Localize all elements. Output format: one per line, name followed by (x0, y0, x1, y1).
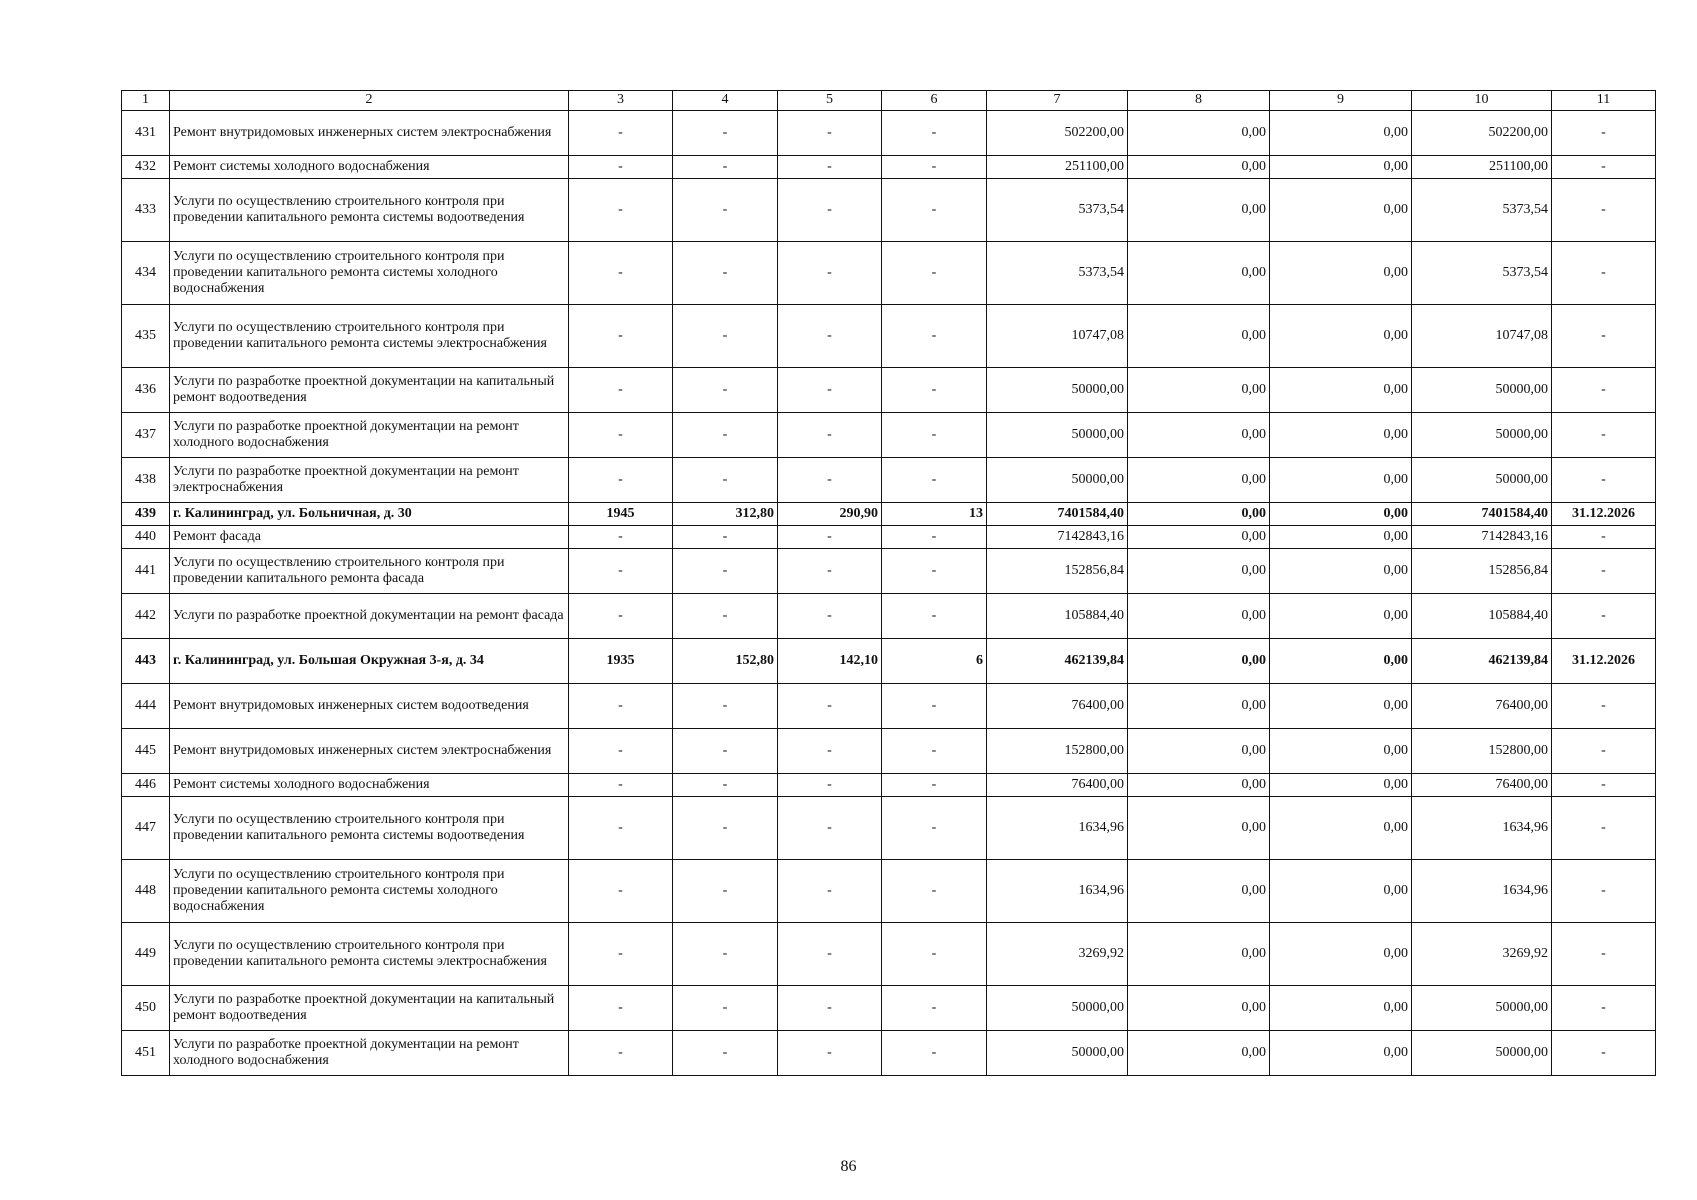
work-name-cell: Услуги по разработке проектной документации на капитальный ремонт водоотведения (170, 368, 569, 413)
table-row (122, 526, 1656, 549)
deadline-cell: - (1552, 526, 1656, 549)
header-cell: 11 (1552, 91, 1656, 111)
work-name-cell: Услуги по осуществлению строительного контроля при проведении капитального ремонта системы электроснабжения (170, 305, 569, 368)
residents-cell: - (882, 729, 987, 774)
row-number-cell: 441 (122, 549, 170, 594)
budget-cost-cell: 0,00 (1270, 639, 1412, 684)
area-living-cell: - (778, 986, 882, 1031)
area-total-cell: - (673, 594, 778, 639)
area-living-cell: - (778, 684, 882, 729)
table-row (122, 860, 1656, 923)
table-row (122, 986, 1656, 1031)
total-cost-cell: 152856,84 (987, 549, 1128, 594)
total-cost-cell: 7401584,40 (987, 503, 1128, 526)
budget-cost-cell: 0,00 (1270, 860, 1412, 923)
row-number-cell: 439 (122, 503, 170, 526)
residents-cell: - (882, 156, 987, 179)
row-number-cell: 446 (122, 774, 170, 797)
owner-cost-cell: 3269,92 (1412, 923, 1552, 986)
area-living-cell: - (778, 179, 882, 242)
budget-cost-cell: 0,00 (1270, 503, 1412, 526)
fund-cost-cell: 0,00 (1128, 242, 1270, 305)
year-cell: - (569, 413, 673, 458)
page-number: 86 (840, 1158, 857, 1175)
work-name-cell: Услуги по осуществлению строительного контроля при проведении капитального ремонта системы водоотведения (170, 797, 569, 860)
header-cell: 6 (882, 91, 987, 111)
year-cell: - (569, 797, 673, 860)
capital-repair-table (121, 90, 1656, 1076)
residents-cell: - (882, 526, 987, 549)
total-cost-cell: 1634,96 (987, 860, 1128, 923)
deadline-cell: - (1552, 305, 1656, 368)
row-number-cell: 447 (122, 797, 170, 860)
deadline-cell: - (1552, 242, 1656, 305)
area-living-cell: - (778, 413, 882, 458)
deadline-cell: - (1552, 986, 1656, 1031)
area-living-cell: - (778, 156, 882, 179)
deadline-cell: - (1552, 797, 1656, 860)
year-cell: - (569, 368, 673, 413)
work-name-cell: Ремонт внутридомовых инженерных систем водоотведения (170, 684, 569, 729)
owner-cost-cell: 10747,08 (1412, 305, 1552, 368)
work-name-cell: Услуги по разработке проектной документации на ремонт холодного водоснабжения (170, 1031, 569, 1076)
row-number-cell: 436 (122, 368, 170, 413)
owner-cost-cell: 7142843,16 (1412, 526, 1552, 549)
deadline-cell: 31.12.2026 (1552, 639, 1656, 684)
area-living-cell: - (778, 111, 882, 156)
row-number-cell: 444 (122, 684, 170, 729)
fund-cost-cell: 0,00 (1128, 305, 1270, 368)
owner-cost-cell: 251100,00 (1412, 156, 1552, 179)
year-cell: - (569, 594, 673, 639)
area-living-cell: - (778, 305, 882, 368)
residents-cell: - (882, 413, 987, 458)
work-name-cell: Услуги по разработке проектной документации на ремонт фасада (170, 594, 569, 639)
area-total-cell: - (673, 458, 778, 503)
budget-cost-cell: 0,00 (1270, 729, 1412, 774)
fund-cost-cell: 0,00 (1128, 594, 1270, 639)
table-row (122, 1031, 1656, 1076)
budget-cost-cell: 0,00 (1270, 594, 1412, 639)
deadline-cell: - (1552, 860, 1656, 923)
owner-cost-cell: 152856,84 (1412, 549, 1552, 594)
deadline-cell: - (1552, 1031, 1656, 1076)
residents-cell: - (882, 1031, 987, 1076)
header-cell: 9 (1270, 91, 1412, 111)
total-cost-cell: 502200,00 (987, 111, 1128, 156)
year-cell: - (569, 156, 673, 179)
owner-cost-cell: 1634,96 (1412, 797, 1552, 860)
budget-cost-cell: 0,00 (1270, 413, 1412, 458)
residents-cell: - (882, 111, 987, 156)
table-row (122, 111, 1656, 156)
year-cell: - (569, 774, 673, 797)
work-name-cell: Ремонт фасада (170, 526, 569, 549)
year-cell: - (569, 1031, 673, 1076)
row-number-cell: 433 (122, 179, 170, 242)
deadline-cell: - (1552, 594, 1656, 639)
area-living-cell: - (778, 860, 882, 923)
table-row (122, 594, 1656, 639)
table-row (122, 797, 1656, 860)
year-cell: - (569, 111, 673, 156)
row-number-cell: 438 (122, 458, 170, 503)
owner-cost-cell: 50000,00 (1412, 413, 1552, 458)
row-number-cell: 431 (122, 111, 170, 156)
area-total-cell: - (673, 413, 778, 458)
work-name-cell: Услуги по осуществлению строительного контроля при проведении капитального ремонта системы электроснабжения (170, 923, 569, 986)
total-cost-cell: 50000,00 (987, 413, 1128, 458)
table-row (122, 156, 1656, 179)
fund-cost-cell: 0,00 (1128, 111, 1270, 156)
fund-cost-cell: 0,00 (1128, 1031, 1270, 1076)
total-cost-cell: 1634,96 (987, 797, 1128, 860)
table-row (122, 923, 1656, 986)
owner-cost-cell: 1634,96 (1412, 860, 1552, 923)
total-cost-cell: 50000,00 (987, 1031, 1128, 1076)
deadline-cell: 31.12.2026 (1552, 503, 1656, 526)
fund-cost-cell: 0,00 (1128, 549, 1270, 594)
deadline-cell: - (1552, 729, 1656, 774)
residents-cell: - (882, 242, 987, 305)
area-living-cell: - (778, 458, 882, 503)
work-name-cell: Ремонт системы холодного водоснабжения (170, 774, 569, 797)
fund-cost-cell: 0,00 (1128, 923, 1270, 986)
table-row (122, 549, 1656, 594)
fund-cost-cell: 0,00 (1128, 986, 1270, 1031)
area-living-cell: 290,90 (778, 503, 882, 526)
area-total-cell: - (673, 368, 778, 413)
fund-cost-cell: 0,00 (1128, 413, 1270, 458)
area-living-cell: - (778, 368, 882, 413)
deadline-cell: - (1552, 923, 1656, 986)
deadline-cell: - (1552, 179, 1656, 242)
deadline-cell: - (1552, 413, 1656, 458)
column-number-header-row (122, 91, 1656, 111)
row-number-cell: 451 (122, 1031, 170, 1076)
work-name-cell: Услуги по осуществлению строительного контроля при проведении капитального ремонта системы водоотведения (170, 179, 569, 242)
table-row (122, 458, 1656, 503)
area-total-cell: - (673, 1031, 778, 1076)
owner-cost-cell: 7401584,40 (1412, 503, 1552, 526)
fund-cost-cell: 0,00 (1128, 526, 1270, 549)
residents-cell: 6 (882, 639, 987, 684)
work-name-cell: Услуги по разработке проектной документации на ремонт электроснабжения (170, 458, 569, 503)
area-living-cell: - (778, 1031, 882, 1076)
owner-cost-cell: 50000,00 (1412, 1031, 1552, 1076)
area-total-cell: 312,80 (673, 503, 778, 526)
area-total-cell: - (673, 923, 778, 986)
fund-cost-cell: 0,00 (1128, 774, 1270, 797)
total-cost-cell: 50000,00 (987, 458, 1128, 503)
deadline-cell: - (1552, 156, 1656, 179)
year-cell: - (569, 242, 673, 305)
work-name-cell: Ремонт системы холодного водоснабжения (170, 156, 569, 179)
year-cell: - (569, 923, 673, 986)
area-total-cell: - (673, 860, 778, 923)
row-number-cell: 437 (122, 413, 170, 458)
table-row (122, 774, 1656, 797)
total-cost-cell: 462139,84 (987, 639, 1128, 684)
deadline-cell: - (1552, 684, 1656, 729)
area-total-cell: - (673, 156, 778, 179)
total-cost-cell: 76400,00 (987, 684, 1128, 729)
residents-cell: - (882, 368, 987, 413)
fund-cost-cell: 0,00 (1128, 729, 1270, 774)
residents-cell: - (882, 684, 987, 729)
row-number-cell: 450 (122, 986, 170, 1031)
budget-cost-cell: 0,00 (1270, 684, 1412, 729)
owner-cost-cell: 152800,00 (1412, 729, 1552, 774)
budget-cost-cell: 0,00 (1270, 986, 1412, 1031)
owner-cost-cell: 5373,54 (1412, 179, 1552, 242)
fund-cost-cell: 0,00 (1128, 368, 1270, 413)
header-cell: 5 (778, 91, 882, 111)
residents-cell: - (882, 594, 987, 639)
row-number-cell: 445 (122, 729, 170, 774)
work-name-cell: г. Калининград, ул. Большая Окружная 3-я, д. 34 (170, 639, 569, 684)
work-name-cell: Услуги по осуществлению строительного контроля при проведении капитального ремонта системы холодного водоснабжения (170, 860, 569, 923)
table-row (122, 684, 1656, 729)
year-cell: 1945 (569, 503, 673, 526)
deadline-cell: - (1552, 458, 1656, 503)
area-total-cell: 152,80 (673, 639, 778, 684)
work-name-cell: Услуги по разработке проектной документации на капитальный ремонт водоотведения (170, 986, 569, 1031)
table-row (122, 413, 1656, 458)
owner-cost-cell: 502200,00 (1412, 111, 1552, 156)
total-cost-cell: 7142843,16 (987, 526, 1128, 549)
area-total-cell: - (673, 774, 778, 797)
owner-cost-cell: 76400,00 (1412, 684, 1552, 729)
year-cell: - (569, 179, 673, 242)
year-cell: 1935 (569, 639, 673, 684)
area-living-cell: - (778, 923, 882, 986)
row-number-cell: 435 (122, 305, 170, 368)
deadline-cell: - (1552, 774, 1656, 797)
owner-cost-cell: 50000,00 (1412, 368, 1552, 413)
year-cell: - (569, 986, 673, 1031)
area-total-cell: - (673, 797, 778, 860)
year-cell: - (569, 684, 673, 729)
area-total-cell: - (673, 111, 778, 156)
budget-cost-cell: 0,00 (1270, 156, 1412, 179)
row-number-cell: 434 (122, 242, 170, 305)
total-cost-cell: 50000,00 (987, 368, 1128, 413)
budget-cost-cell: 0,00 (1270, 549, 1412, 594)
area-total-cell: - (673, 179, 778, 242)
total-cost-cell: 105884,40 (987, 594, 1128, 639)
owner-cost-cell: 50000,00 (1412, 458, 1552, 503)
address-row (122, 503, 1656, 526)
owner-cost-cell: 5373,54 (1412, 242, 1552, 305)
row-number-cell: 440 (122, 526, 170, 549)
fund-cost-cell: 0,00 (1128, 684, 1270, 729)
table-row (122, 729, 1656, 774)
budget-cost-cell: 0,00 (1270, 458, 1412, 503)
residents-cell: - (882, 774, 987, 797)
residents-cell: - (882, 797, 987, 860)
work-name-cell: г. Калининград, ул. Больничная, д. 30 (170, 503, 569, 526)
residents-cell: - (882, 305, 987, 368)
table-row (122, 368, 1656, 413)
fund-cost-cell: 0,00 (1128, 639, 1270, 684)
row-number-cell: 442 (122, 594, 170, 639)
header-cell: 4 (673, 91, 778, 111)
area-living-cell: - (778, 526, 882, 549)
year-cell: - (569, 860, 673, 923)
budget-cost-cell: 0,00 (1270, 305, 1412, 368)
table-body (122, 111, 1656, 1076)
budget-cost-cell: 0,00 (1270, 774, 1412, 797)
fund-cost-cell: 0,00 (1128, 458, 1270, 503)
work-name-cell: Ремонт внутридомовых инженерных систем электроснабжения (170, 111, 569, 156)
area-total-cell: - (673, 242, 778, 305)
budget-cost-cell: 0,00 (1270, 179, 1412, 242)
total-cost-cell: 5373,54 (987, 242, 1128, 305)
budget-cost-cell: 0,00 (1270, 1031, 1412, 1076)
work-name-cell: Услуги по осуществлению строительного контроля при проведении капитального ремонта фасада (170, 549, 569, 594)
residents-cell: - (882, 549, 987, 594)
total-cost-cell: 10747,08 (987, 305, 1128, 368)
residents-cell: - (882, 458, 987, 503)
row-number-cell: 449 (122, 923, 170, 986)
address-row (122, 639, 1656, 684)
row-number-cell: 432 (122, 156, 170, 179)
total-cost-cell: 76400,00 (987, 774, 1128, 797)
work-name-cell: Услуги по осуществлению строительного контроля при проведении капитального ремонта системы холодного водоснабжения (170, 242, 569, 305)
fund-cost-cell: 0,00 (1128, 179, 1270, 242)
residents-cell: 13 (882, 503, 987, 526)
area-total-cell: - (673, 526, 778, 549)
work-name-cell: Ремонт внутридомовых инженерных систем электроснабжения (170, 729, 569, 774)
table-row (122, 179, 1656, 242)
area-total-cell: - (673, 986, 778, 1031)
header-cell: 10 (1412, 91, 1552, 111)
row-number-cell: 448 (122, 860, 170, 923)
total-cost-cell: 152800,00 (987, 729, 1128, 774)
area-total-cell: - (673, 549, 778, 594)
total-cost-cell: 3269,92 (987, 923, 1128, 986)
area-living-cell: - (778, 774, 882, 797)
owner-cost-cell: 105884,40 (1412, 594, 1552, 639)
header-cell: 2 (170, 91, 569, 111)
area-living-cell: - (778, 797, 882, 860)
owner-cost-cell: 462139,84 (1412, 639, 1552, 684)
fund-cost-cell: 0,00 (1128, 860, 1270, 923)
year-cell: - (569, 729, 673, 774)
residents-cell: - (882, 923, 987, 986)
budget-cost-cell: 0,00 (1270, 526, 1412, 549)
year-cell: - (569, 458, 673, 503)
table-row (122, 242, 1656, 305)
year-cell: - (569, 305, 673, 368)
total-cost-cell: 5373,54 (987, 179, 1128, 242)
area-total-cell: - (673, 729, 778, 774)
fund-cost-cell: 0,00 (1128, 503, 1270, 526)
total-cost-cell: 50000,00 (987, 986, 1128, 1031)
budget-cost-cell: 0,00 (1270, 923, 1412, 986)
budget-cost-cell: 0,00 (1270, 111, 1412, 156)
row-number-cell: 443 (122, 639, 170, 684)
residents-cell: - (882, 179, 987, 242)
owner-cost-cell: 50000,00 (1412, 986, 1552, 1031)
header-cell: 8 (1128, 91, 1270, 111)
budget-cost-cell: 0,00 (1270, 368, 1412, 413)
total-cost-cell: 251100,00 (987, 156, 1128, 179)
header-cell: 1 (122, 91, 170, 111)
area-living-cell: 142,10 (778, 639, 882, 684)
deadline-cell: - (1552, 549, 1656, 594)
year-cell: - (569, 549, 673, 594)
budget-cost-cell: 0,00 (1270, 242, 1412, 305)
header-cell: 3 (569, 91, 673, 111)
residents-cell: - (882, 860, 987, 923)
deadline-cell: - (1552, 111, 1656, 156)
budget-cost-cell: 0,00 (1270, 797, 1412, 860)
owner-cost-cell: 76400,00 (1412, 774, 1552, 797)
deadline-cell: - (1552, 368, 1656, 413)
area-living-cell: - (778, 549, 882, 594)
area-living-cell: - (778, 242, 882, 305)
area-living-cell: - (778, 729, 882, 774)
area-living-cell: - (778, 594, 882, 639)
work-name-cell: Услуги по разработке проектной документации на ремонт холодного водоснабжения (170, 413, 569, 458)
area-total-cell: - (673, 684, 778, 729)
fund-cost-cell: 0,00 (1128, 797, 1270, 860)
table-row (122, 305, 1656, 368)
fund-cost-cell: 0,00 (1128, 156, 1270, 179)
header-cell: 7 (987, 91, 1128, 111)
year-cell: - (569, 526, 673, 549)
residents-cell: - (882, 986, 987, 1031)
area-total-cell: - (673, 305, 778, 368)
